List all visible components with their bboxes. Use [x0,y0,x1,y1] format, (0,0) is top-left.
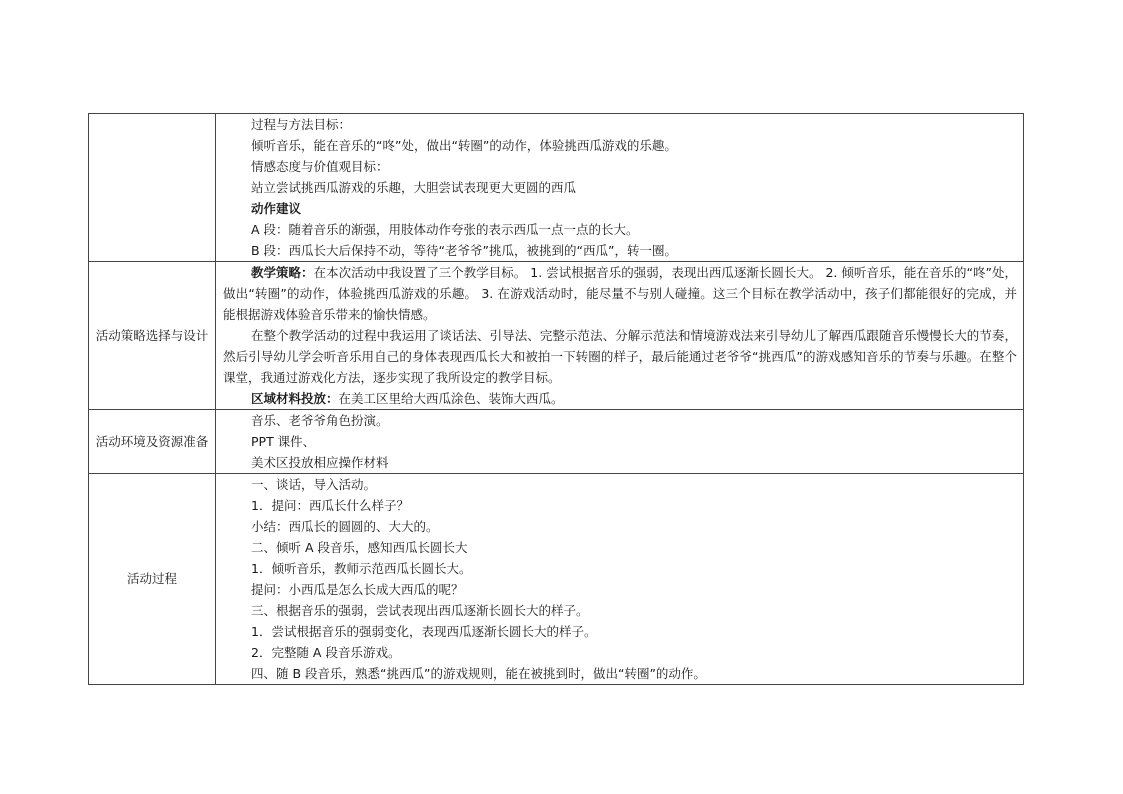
process-step: 一、谈话，导入活动。 [251,477,377,492]
strategy-cell [216,262,1024,410]
resource-item: PPT 课件、 [251,434,316,449]
area-material-text: 在美工区里给大西瓜涂色、装饰大西瓜。 [338,391,564,406]
resources-cell [216,410,1024,474]
section-b-movement: B 段：西瓜长大后保持不动，等待“老爷爷”挑瓜，被挑到的“西瓜”，转一圈。 [251,243,677,258]
row-label-process: 活动过程 [89,474,216,685]
row-label-strategy: 活动策略选择与设计 [89,262,216,410]
process-step: 1．提问：西瓜长什么样子？ [251,498,409,513]
table-row-goals [89,114,1024,262]
process-cell [216,474,1024,685]
movement-suggestion-heading: 动作建议 [251,201,302,216]
table-row-strategy [89,262,1024,410]
process-step: 1．尝试根据音乐的强弱变化，表现西瓜逐渐长圆长大的样子。 [251,624,597,639]
emotion-goal-text: 站立尝试挑西瓜游戏的乐趣，大胆尝试表现更大更圆的西瓜 [251,180,577,195]
row-label-empty [89,114,216,262]
teaching-method-paragraph: 在整个教学活动的过程中我运用了谈话法、引导法、完整示范法、分解示范法和情境游戏法来引导幼儿了解西瓜跟随音乐慢慢长大的节奏，然后引导幼儿学会听音乐用自己的身体表现西瓜长大和被拍一下转圈的样子，最后能通过老爷爷“挑西瓜”的游戏感知音乐的节奏与乐趣。在整个课堂，我通过游戏化方法，逐步实现了我所设定的教学目标。 [223,328,1017,385]
process-step: 四、随 B 段音乐，熟悉“挑西瓜”的游戏规则，能在被挑到时，做出“转圈”的动作。 [251,666,706,681]
process-step: 三、根据音乐的强弱，尝试表现出西瓜逐渐长圆长大的样子。 [251,603,589,618]
process-step: 1．倾听音乐，教师示范西瓜长圆长大。 [251,561,472,576]
lesson-plan-table [88,113,1024,685]
process-step: 2．完整随 A 段音乐游戏。 [251,645,401,660]
resource-item: 美术区投放相应操作材料 [251,455,389,470]
area-material-heading: 区域材料投放： [251,391,339,406]
section-a-movement: A 段：随着音乐的渐强，用肢体动作夸张的表示西瓜一点一点的长大。 [251,222,639,237]
resource-item: 音乐、老爷爷角色扮演。 [251,413,389,428]
table-row-process [89,474,1024,685]
teaching-strategy-paragraph [223,262,1017,325]
row-label-resources: 活动环境及资源准备 [89,410,216,474]
table-row-resources [89,410,1024,474]
goals-cell [216,114,1024,262]
teaching-strategy-text: 在本次活动中我设置了三个教学目标。 1. 尝试根据音乐的强弱，表现出西瓜逐渐长圆长大。 2. 倾听音乐，能在音乐的“咚”处，做出“转圈”的动作，体验挑西瓜游戏的乐趣。 3. 在游戏活动时，能尽量不与别人碰撞。这三个目标在教学活动中，孩子们都能很好的完成，并能根据游戏体验音乐带来的愉快情感。 [223,265,1017,322]
process-step: 二、倾听 A 段音乐，感知西瓜长圆长大 [251,540,468,555]
emotion-goal-heading: 情感态度与价值观目标： [251,159,389,174]
process-method-goal-text: 倾听音乐，能在音乐的“咚”处，做出“转圈”的动作，体验挑西瓜游戏的乐趣。 [251,138,677,153]
process-method-goal-heading: 过程与方法目标： [251,117,352,132]
process-step: 小结：西瓜长的圆圆的、大大的。 [251,519,439,534]
process-step: 提问：小西瓜是怎么长成大西瓜的呢？ [251,582,464,597]
teaching-strategy-heading: 教学策略： [251,265,314,280]
area-material-paragraph [223,388,1017,409]
